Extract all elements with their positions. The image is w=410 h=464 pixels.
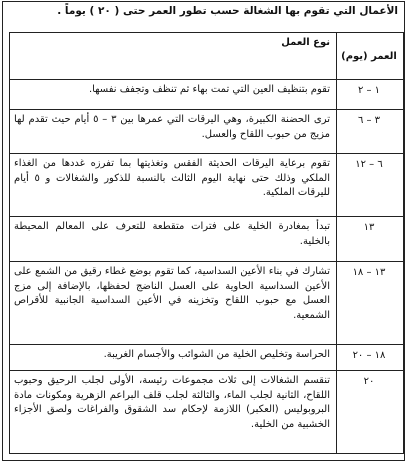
table-row — [10, 154, 404, 217]
header-work: نوع العمل — [10, 33, 337, 80]
table-row — [10, 110, 404, 154]
table-row — [10, 371, 404, 454]
row-age: ١ – ٢ — [337, 80, 404, 110]
row-age: ١٣ – ١٨ — [337, 262, 404, 345]
row-age: ٦ – ١٢ — [337, 154, 404, 217]
table-header-row — [10, 33, 404, 80]
row-age: ١٨ – ٢٠ — [337, 345, 404, 371]
row-work: الحراسة وتخليص الخلية من الشوائب والأجسام الغريبة. — [10, 345, 337, 371]
row-age: ٢٠ — [337, 371, 404, 454]
bee-age-work-table — [9, 32, 404, 454]
header-age: العمر (يوم) — [337, 33, 404, 80]
table-row — [10, 217, 404, 262]
row-work: تقوم بتنظيف العين التي تمت بهاء ثم تنظف وتجفف نفسها. — [10, 80, 337, 110]
row-work: تنقسم الشغالات إلى ثلاث مجموعات رئيسة، الأولى لجلب الرحيق وحبوب اللقاح، الثانية لجلب الماء، والثالثة لجلب قلف البراعم الزهرية ومكونات مادة البروبوليس (العكبر) اللازمة لإحكام سد الشقوق والفراغات ولصق الأجزاء الخشبية من الخلية. — [10, 371, 337, 454]
table-row — [10, 80, 404, 110]
row-work: ترى الحضنة الكبيرة، وهي اليرقات التي عمرها بين ٣ – ٥ أيام حيث تقدم لها مزيج من حبوب اللقاح والعسل. — [10, 110, 337, 154]
row-work: تبدأ بمغادرة الخلية على فترات متقطعة للتعرف على المعالم المحيطة بالخلية. — [10, 217, 337, 262]
table-row — [10, 262, 404, 345]
document-frame — [2, 1, 405, 461]
row-work: تشارك في بناء الأعين السداسية، كما تقوم بوضع غطاء رقيق من الشمع على الأعين السداسية الحاوية على العسل الناضج لحفظها، بالإضافة إلى مزج العسل مع حبوب اللقاح وتخزينه في الأعين السداسية الجانبية للأقراص الشمعية. — [10, 262, 337, 345]
row-age: ٣ – ٦ — [337, 110, 404, 154]
table-row — [10, 345, 404, 371]
table-title: الأعمال التي تقوم بها الشغالة حسب تطور العمر حتى ( ٢٠ ) يوماً . — [57, 5, 398, 17]
row-work: تقوم برعاية اليرقات الحديثة الفقس وتغذيتها بما تفرزه غددها من الغذاء الملكي وذلك حتى نهاية اليوم الثالث بالنسبة للذكور والشغالات و ٥ أيام لليرقات الملكية. — [10, 154, 337, 217]
row-age: ١٣ — [337, 217, 404, 262]
